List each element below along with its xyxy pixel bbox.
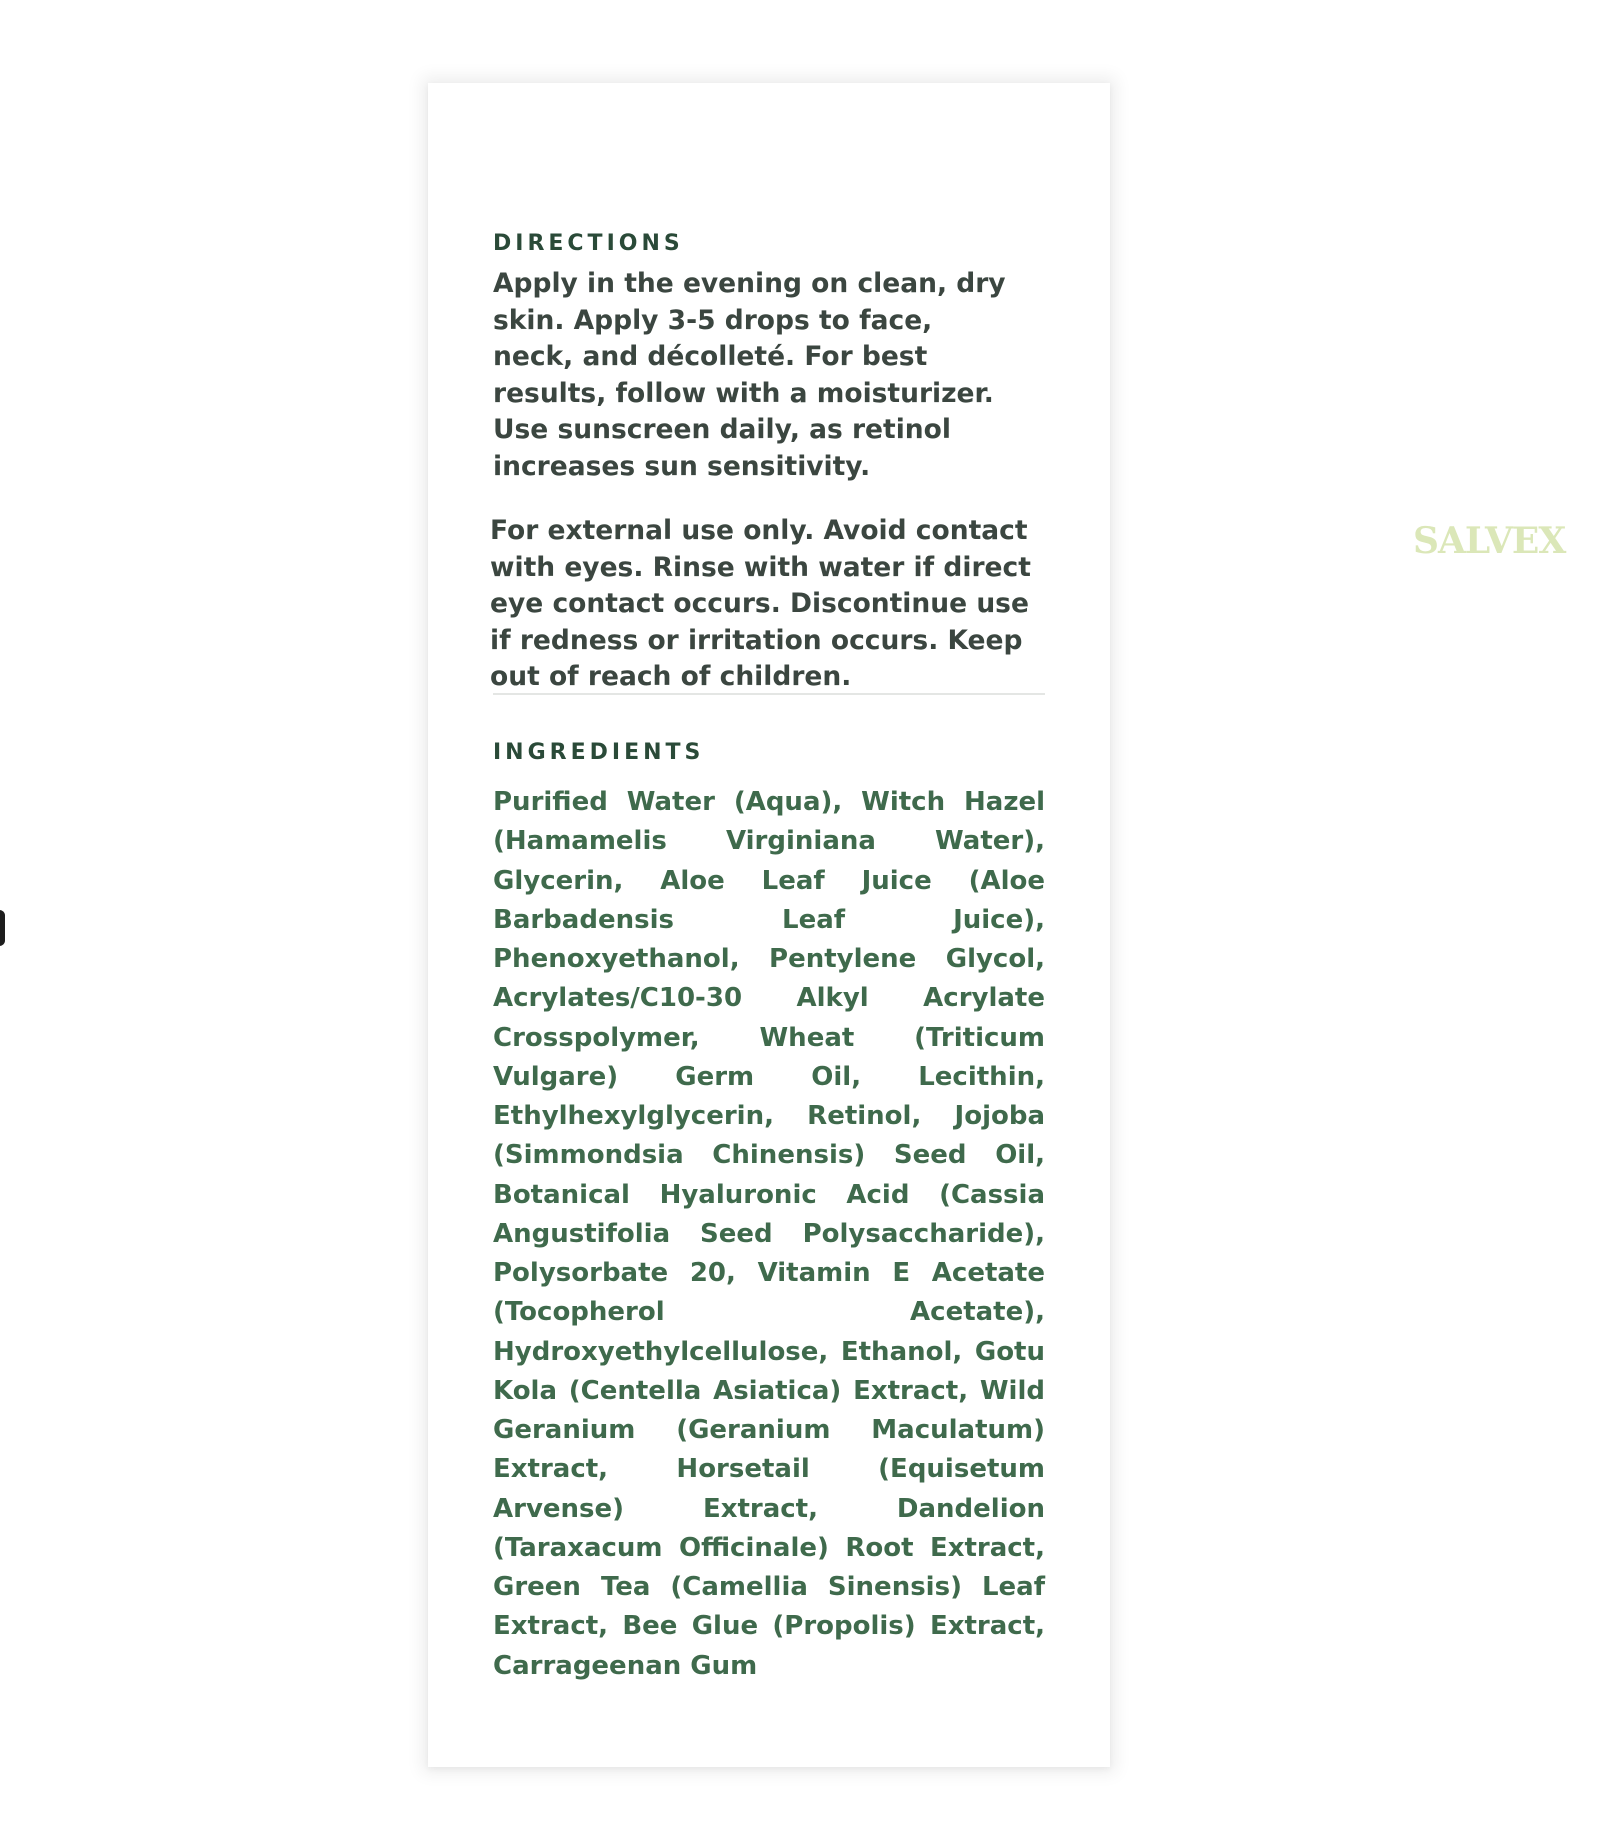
directions-text: Apply in the evening on clean, dry skin. Apply 3-5 drops to face, neck, and décolleté. For best results, follow with a moisturizer. Use sunscreen daily, as retinol increases sun sensitivity.	[493, 268, 1006, 482]
ingredients-text: Purified Water (Aqua), Witch Hazel (Hamamelis Virginiana Water), Glycerin, Aloe Leaf Juice (Aloe Barbadensis Leaf Juice), Phenoxyethanol, Pentylene Glycol, Acrylates/C10-30 Alkyl Acrylate Crosspolymer, Wheat (Triticum Vulgare) Germ Oil, Lecithin, Ethylhexylglycerin, Retinol, Jojoba (Simmondsia Chinensis) Seed Oil, Botanical Hyaluronic Acid (Cassia Angustifolia Seed Polysaccharide), Polysorbate 20, Vitamin E Acetate (Tocopherol Acetate), Hydroxyethylcellulose, Ethanol, Gotu Kola (Centella Asiatica) Extract, Wild Geranium (Geranium Maculatum) Extract, Horsetail (Equisetum Arvense) Extract, Dandelion (Taraxacum Officinale) Root Extract, Green Tea (Camellia Sinensis) Leaf Extract, Bee Glue (Propolis) Extract, Carrageenan Gum	[493, 787, 1045, 1681]
edge-mark	[0, 910, 5, 946]
product-label	[428, 83, 1110, 1767]
section-divider	[493, 693, 1045, 695]
warning-text: For external use only. Avoid contact with eyes. Rinse with water if direct eye contact occurs. Discontinue use if redness or irritation occurs. Keep out of reach of children.	[490, 515, 1031, 692]
ingredients-heading: INGREDIENTS	[493, 740, 705, 765]
salvex-watermark: SALVEX	[1413, 520, 1566, 562]
directions-heading: DIRECTIONS	[493, 231, 684, 256]
